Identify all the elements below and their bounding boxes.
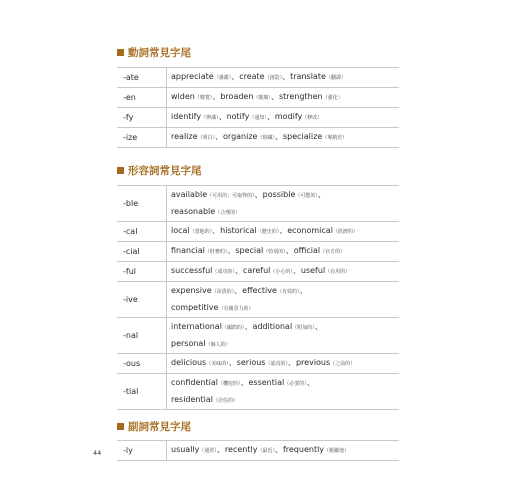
- examples-cell: [167, 222, 400, 242]
- suffix-cell: -ize: [117, 128, 167, 148]
- word-gloss: （必要的）: [284, 380, 307, 387]
- word-gloss: （辨識）: [201, 115, 219, 121]
- examples-cell: [167, 262, 400, 282]
- table-row: [117, 441, 399, 461]
- section-title-verb-suffixes: [117, 45, 191, 59]
- word-gloss: （之前的）: [330, 361, 356, 367]
- suffix-cell: -ble: [117, 186, 167, 222]
- suffix-cell: -ous: [117, 354, 167, 374]
- example-word: effective: [242, 285, 277, 295]
- word-gloss: （附加的）: [292, 324, 315, 331]
- example-word: translate: [290, 72, 326, 81]
- word-gloss: （有競爭力的）: [218, 305, 254, 312]
- word-gloss: （創造）: [264, 75, 283, 81]
- separator: 、: [306, 377, 315, 387]
- example-word: financial: [171, 246, 205, 255]
- examples-line: [171, 336, 399, 353]
- word-gloss: （特別的）: [263, 249, 286, 255]
- word-gloss: （官方的）: [320, 249, 346, 255]
- separator: 、: [285, 246, 294, 255]
- word-gloss: （感謝）: [213, 75, 232, 81]
- example-word: create: [239, 72, 265, 81]
- example-word: residential: [171, 394, 213, 404]
- example-word: confidential: [171, 377, 218, 387]
- suffix-table: [117, 185, 399, 410]
- word-gloss: （可用的；可取得的）: [207, 192, 255, 199]
- separator: 、: [266, 112, 275, 121]
- section-title-adjective-suffixes: [117, 163, 202, 177]
- separator: 、: [231, 72, 240, 81]
- word-gloss: （通知）: [249, 115, 267, 121]
- word-gloss: （成功的）: [212, 269, 235, 275]
- table-row: [117, 318, 399, 354]
- word-gloss: （通常）: [199, 448, 217, 454]
- example-word: strengthen: [278, 92, 323, 101]
- example-word: broaden: [220, 92, 254, 101]
- word-gloss: （經濟的）: [332, 229, 358, 235]
- examples-line: [171, 442, 399, 459]
- word-gloss: （認真的）: [265, 361, 288, 367]
- examples-cell: [167, 88, 400, 108]
- section-title-text: 形容詞常見字尾: [128, 164, 202, 177]
- word-gloss: （變寬）: [194, 95, 213, 101]
- table-row: [117, 262, 399, 282]
- table-row: [117, 108, 399, 128]
- example-word: appreciate: [171, 72, 214, 81]
- example-word: delicious: [171, 358, 207, 367]
- separator: 、: [216, 445, 225, 454]
- suffix-cell: -ly: [117, 441, 167, 461]
- examples-cell: [167, 186, 400, 222]
- separator: 、: [215, 132, 224, 141]
- examples-line: [171, 243, 399, 260]
- suffix-cell: -en: [117, 88, 167, 108]
- square-bullet-icon: [117, 49, 124, 56]
- word-gloss: （頻繁地）: [324, 448, 350, 454]
- word-gloss: （組織）: [257, 135, 275, 141]
- word-gloss: （強化）: [322, 95, 343, 101]
- table-row: [117, 374, 399, 410]
- word-gloss: （有用的）: [325, 269, 351, 275]
- word-gloss: （歷史的）: [256, 229, 280, 235]
- table-row: [117, 68, 399, 88]
- example-word: expensive: [171, 285, 212, 295]
- suffix-table: [117, 440, 399, 461]
- example-word: realize: [171, 132, 198, 141]
- square-bullet-icon: [117, 167, 124, 174]
- examples-line: [171, 69, 399, 86]
- word-gloss: （昂貴的）: [211, 288, 235, 295]
- word-gloss: （財務的）: [204, 249, 228, 255]
- table-row: [117, 222, 399, 242]
- separator: 、: [282, 72, 291, 81]
- example-word: specialize: [282, 132, 323, 141]
- example-word: additional: [252, 321, 293, 331]
- word-gloss: （變廣）: [253, 95, 271, 101]
- word-gloss: （有效的）: [276, 288, 300, 295]
- separator: 、: [234, 285, 243, 295]
- word-gloss: （修改）: [302, 115, 323, 121]
- examples-cell: [167, 318, 400, 354]
- example-word: careful: [242, 266, 271, 275]
- page-number: 44: [93, 449, 102, 457]
- separator: 、: [317, 189, 326, 199]
- example-word: local: [171, 226, 190, 235]
- suffix-cell: -cal: [117, 222, 167, 242]
- separator: 、: [212, 92, 221, 101]
- examples-cell: [167, 242, 400, 262]
- word-gloss: （當地的）: [189, 229, 213, 235]
- verb-suffix-table: [117, 67, 399, 148]
- examples-line: [171, 263, 399, 280]
- example-word: personal: [171, 338, 206, 348]
- separator: 、: [244, 321, 253, 331]
- word-gloss: （翻譯）: [325, 75, 346, 81]
- examples-line: [171, 319, 399, 336]
- examples-cell: [167, 441, 400, 461]
- examples-cell: [167, 282, 400, 318]
- word-gloss: （美味的）: [206, 361, 229, 367]
- examples-line: [171, 223, 399, 240]
- word-gloss: （機密的）: [217, 380, 241, 387]
- table-row: [117, 88, 399, 108]
- table-row: [117, 282, 399, 318]
- table-row: [117, 128, 399, 148]
- examples-line: [171, 187, 399, 204]
- example-word: frequently: [282, 445, 325, 454]
- suffix-cell: -cial: [117, 242, 167, 262]
- separator: 、: [299, 285, 308, 295]
- example-word: successful: [171, 266, 213, 275]
- suffix-cell: -ate: [117, 68, 167, 88]
- example-word: widen: [171, 92, 195, 101]
- example-word: identify: [171, 112, 202, 121]
- section-title-text: 副詞常見字尾: [128, 420, 191, 433]
- table-row: [117, 186, 399, 222]
- word-gloss: （個人的）: [205, 341, 231, 348]
- examples-cell: [167, 128, 400, 148]
- example-word: recently: [224, 445, 258, 454]
- suffix-cell: -tial: [117, 374, 167, 410]
- examples-line: [171, 375, 399, 392]
- word-gloss: （專精於）: [322, 135, 348, 141]
- separator: 、: [228, 358, 237, 367]
- separator: 、: [218, 112, 227, 121]
- example-word: modify: [274, 112, 303, 121]
- example-word: international: [171, 321, 222, 331]
- examples-line: [171, 283, 399, 300]
- word-gloss: （可能的）: [295, 192, 318, 199]
- word-gloss: （居住的）: [212, 397, 238, 404]
- separator: 、: [270, 92, 279, 101]
- examples-line: [171, 300, 399, 317]
- separator: 、: [212, 226, 221, 235]
- suffix-cell: -ive: [117, 282, 167, 318]
- example-word: reasonable: [171, 206, 216, 216]
- section-title-adverb-suffixes: [117, 419, 191, 433]
- example-word: useful: [300, 266, 326, 275]
- table-row: [117, 242, 399, 262]
- suffix-table: [117, 67, 399, 148]
- square-bullet-icon: [117, 423, 124, 430]
- word-gloss: （小心的）: [270, 269, 293, 275]
- example-word: previous: [295, 358, 331, 367]
- example-word: essential: [248, 377, 285, 387]
- separator: 、: [292, 266, 301, 275]
- separator: 、: [234, 266, 243, 275]
- examples-line: [171, 204, 399, 221]
- section-title-text: 動詞常見字尾: [128, 46, 191, 59]
- separator: 、: [287, 358, 296, 367]
- separator: 、: [279, 226, 288, 235]
- suffix-cell: -nal: [117, 318, 167, 354]
- examples-cell: [167, 68, 400, 88]
- separator: 、: [227, 246, 236, 255]
- examples-line: [171, 89, 399, 106]
- examples-line: [171, 109, 399, 126]
- example-word: organize: [223, 132, 258, 141]
- example-word: economical: [287, 226, 333, 235]
- example-word: serious: [236, 358, 266, 367]
- example-word: official: [293, 246, 321, 255]
- examples-cell: [167, 108, 400, 128]
- example-word: notify: [226, 112, 250, 121]
- word-gloss: （合理的）: [215, 209, 241, 216]
- table-row: [117, 354, 399, 374]
- adjective-suffix-table: [117, 185, 399, 410]
- example-word: special: [235, 246, 264, 255]
- examples-cell: [167, 374, 400, 410]
- example-word: competitive: [171, 302, 219, 312]
- example-word: usually: [171, 445, 200, 454]
- example-word: possible: [262, 189, 296, 199]
- separator: 、: [240, 377, 249, 387]
- word-gloss: （明白）: [197, 135, 216, 141]
- word-gloss: （最近）: [257, 448, 275, 454]
- example-word: available: [171, 189, 208, 199]
- suffix-cell: -fy: [117, 108, 167, 128]
- separator: 、: [254, 189, 263, 199]
- examples-line: [171, 392, 399, 409]
- separator: 、: [274, 132, 283, 141]
- examples-line: [171, 355, 399, 372]
- adverb-suffix-table: [117, 440, 399, 461]
- suffix-cell: -ful: [117, 262, 167, 282]
- examples-line: [171, 129, 399, 146]
- example-word: historical: [220, 226, 257, 235]
- word-gloss: （國際的）: [221, 324, 245, 331]
- separator: 、: [314, 321, 323, 331]
- separator: 、: [274, 445, 283, 454]
- examples-cell: [167, 354, 400, 374]
